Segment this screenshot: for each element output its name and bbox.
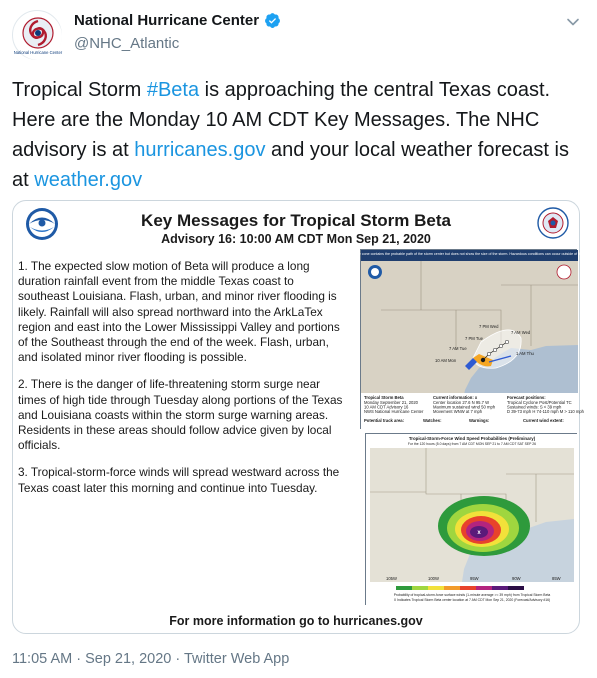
legend-title: Tropical Storm Beta (364, 395, 404, 400)
tweet-time[interactable]: 11:05 AM (12, 651, 73, 667)
wind-probability-graphic (366, 434, 578, 606)
current-wind: Maximum sustained wind 50 mph (433, 404, 496, 410)
track-label: 10 AM Mon (435, 358, 457, 363)
forecast-cone-graphic (345, 250, 593, 430)
forecast-title: Forecast positions: (507, 395, 546, 400)
bottom-label: Potential track area: (364, 418, 405, 423)
meta-separator: · (171, 651, 184, 667)
forecast-items: D 39-73 mph H 74-110 mph M > 110 mph (507, 409, 585, 414)
forecast-cone-map (345, 249, 593, 429)
longitude-label: 85W (552, 576, 561, 581)
bottom-label: Warnings: (469, 418, 490, 423)
wind-probability-map (365, 433, 577, 605)
forecast-items: Sustained winds: S < 39 mph (507, 404, 562, 410)
nhc-logo-icon (13, 11, 63, 61)
chevron-down-icon[interactable] (565, 14, 581, 30)
meta-separator: · (72, 651, 86, 667)
longitude-label: 105W (386, 576, 397, 581)
track-label: 7 PM Tue (465, 336, 483, 341)
wind-map-title: Tropical-Storm-Force Wind Speed Probabilities (Preliminary) (408, 436, 536, 441)
legend-advisory: 10 AM CDT Advisory 16 (364, 404, 409, 410)
current-info-title: Current information: x (433, 395, 478, 400)
key-message-2: 2. There is the danger of life-threatening storm surge near times of high tide through Tuesday along portions of the Texas and Louisiana coasts within the storm surge warning areas. Residents in these areas should follow advice given by local officials. (18, 377, 343, 453)
scale-label: X Indicates Tropical Storm Beta center location at 7 AM CDT Mon Sep 21, 2020 (Forecast/Advisory #16) (393, 598, 551, 602)
key-message-3: 3. Tropical-storm-force winds will spread westward across the Texas coast later this morning and continue into Tuesday. (18, 465, 340, 495)
name-row (74, 12, 281, 29)
current-center: Center location 27.6 N 95.7 W (433, 400, 490, 405)
longitude-label: 95W (470, 576, 479, 581)
forecast-items: Tropical Cyclone Post/Potential TC (507, 400, 572, 405)
graphic-footer: For more information go to hurricanes.gov (169, 614, 423, 628)
scale-label: Probability of tropical-storm-force surface winds (1-minute average >= 39 mph) from Tropical Storm Beta (393, 593, 551, 597)
verified-badge-icon (264, 12, 281, 29)
track-label: 7 PM Wed (479, 324, 499, 329)
tweet-text (12, 75, 587, 195)
tweet-date[interactable]: Sep 21, 2020 (85, 651, 172, 667)
profile-avatar[interactable] (12, 10, 62, 60)
hashtag-link[interactable]: #Beta (146, 79, 200, 101)
account-handle[interactable]: @NHC_Atlantic (74, 35, 180, 52)
cone-note: Note: The cone contains the probable path of the storm center but does not show the size of the storm. Hazardous conditions can occur outside of the cone. (345, 252, 593, 256)
legend-date: Monday September 21, 2020 (364, 400, 419, 405)
graphic-title: Key Messages for Tropical Storm Beta (141, 211, 451, 230)
tweet-media-image[interactable] (12, 200, 593, 634)
graphic-subtitle: Advisory 16: 10:00 AM CDT Mon Sep 21, 2020 (161, 232, 431, 246)
hurricanes-gov-link[interactable]: hurricanes.gov (134, 139, 266, 161)
tweet-text-part: is approaching the central Texas coast. Here are the Monday 10 AM CDT Key Messages. The NHC advisory is at (12, 79, 551, 161)
track-label: 7 AM Wed (511, 330, 531, 335)
display-name[interactable]: National Hurricane Center (74, 12, 260, 29)
tweet-text-part: Tropical Storm (12, 79, 147, 101)
bottom-label: Watches: (423, 418, 442, 423)
track-label: 7 AM Tue (449, 346, 467, 351)
current-movement: Movement WNW at 7 mph (433, 409, 483, 414)
wind-map-subtitle: For the 120 hours (5.0 days) from 7 AM CDT MON SEP 21 to 7 AM CDT SAT SEP 26 (407, 442, 537, 446)
longitude-label: 90W (512, 576, 521, 581)
tweet-text-part: and your local weather forecast is at (12, 139, 569, 191)
longitude-label: 100W (428, 576, 439, 581)
tweet-source[interactable]: Twitter Web App (184, 651, 290, 667)
nws-logo-icon (537, 207, 569, 239)
legend-center: NWS National Hurricane Center (364, 409, 424, 414)
bottom-label: Current wind extent: (523, 418, 564, 423)
track-label: 1 AM Thu (516, 351, 534, 356)
svg-text:x: x (477, 530, 481, 536)
key-messages (18, 259, 348, 508)
weather-gov-link[interactable]: weather.gov (34, 169, 143, 191)
tweet-meta (12, 651, 289, 667)
key-message-1: 1. The expected slow motion of Beta will produce a long duration rainfall event from the middle Texas coast to southeast Louisiana. Flash, urban, and minor river flooding is likely. Rainfall will also spread northward into the ArkLaTex region and east into the Lower Mississippi Valley and portions of the Southeast through the end of the week. Flash, urban, and isolated minor river flooding is possible. (18, 259, 340, 365)
svg-text:National Hurricane Center: National Hurricane Center (13, 50, 63, 55)
